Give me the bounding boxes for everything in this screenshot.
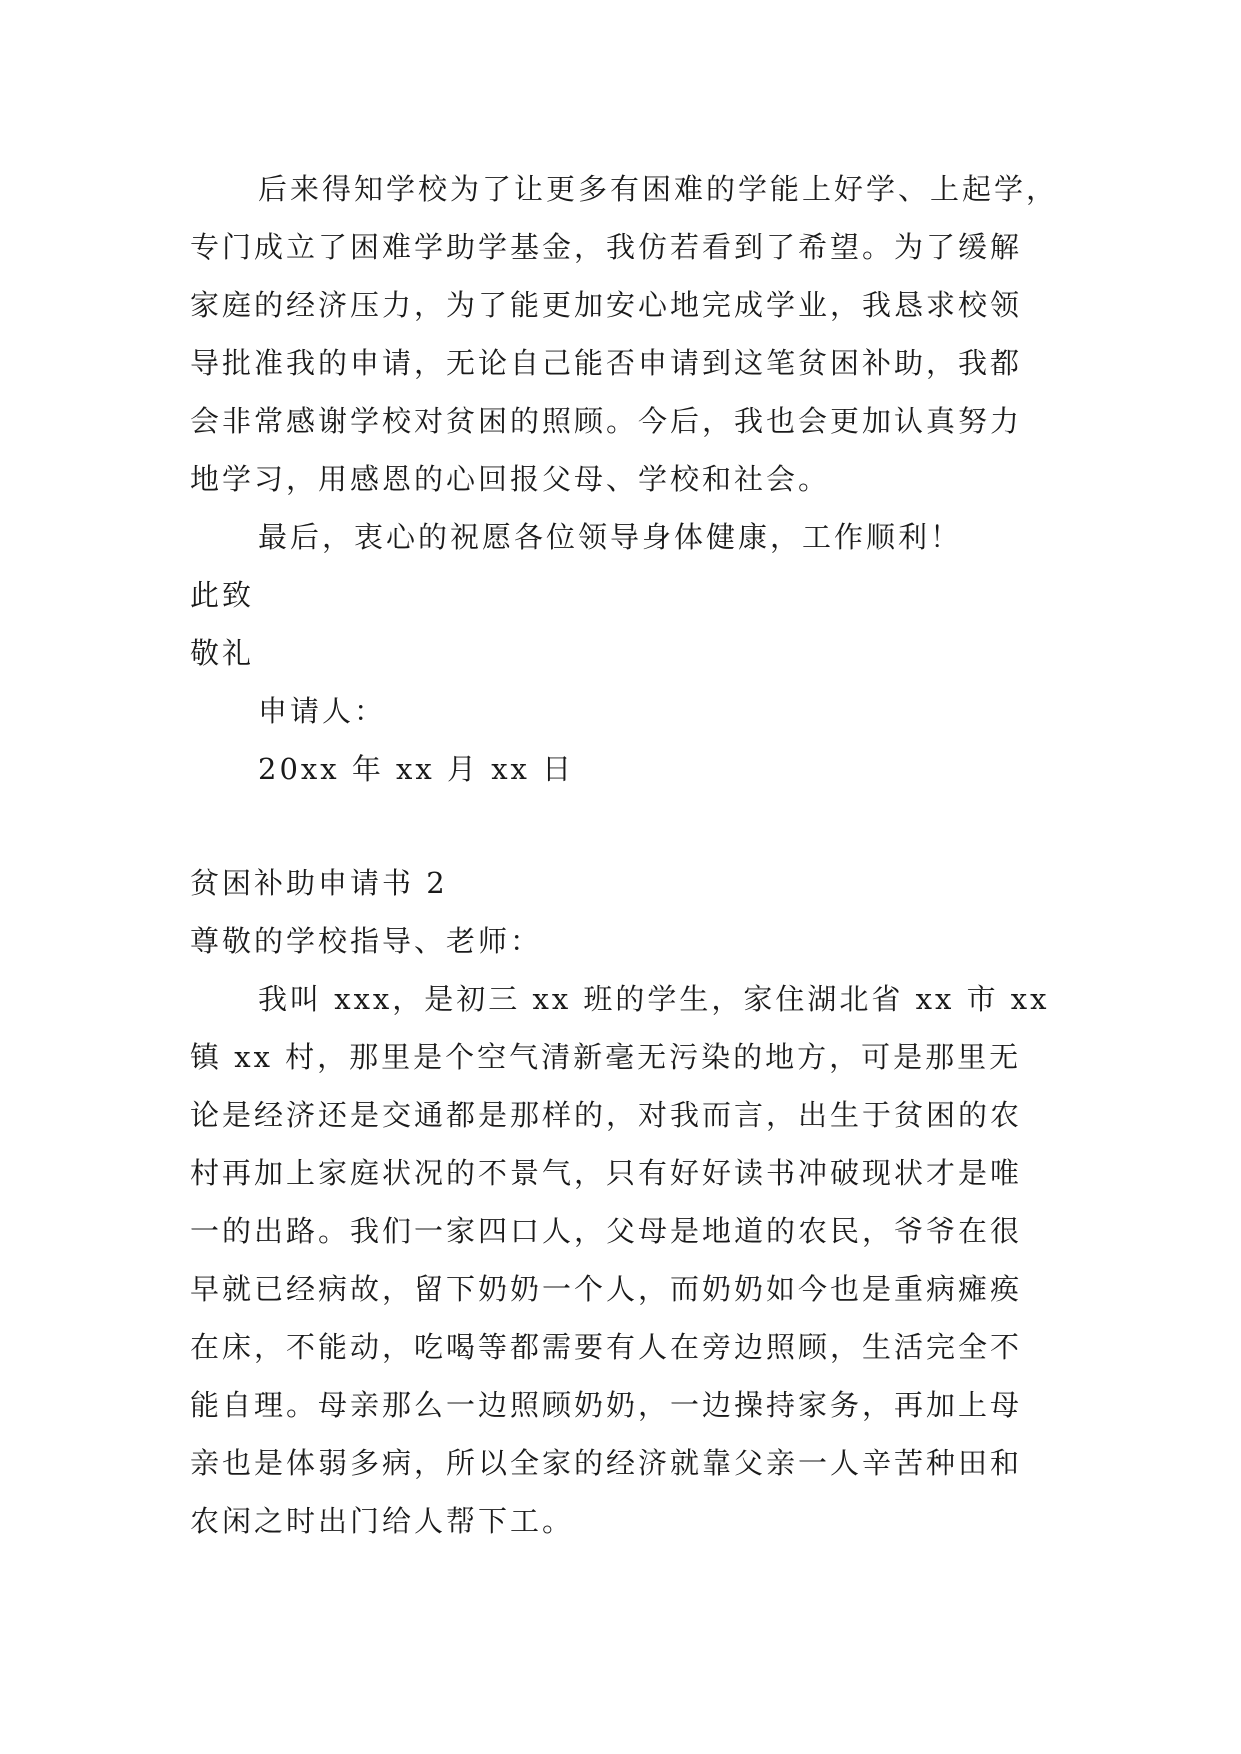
text-line: 村再加上家庭状况的不景气，只有好好读书冲破现状才是唯: [190, 1156, 1023, 1190]
greeting: 尊敬的学校指导、老师：: [190, 924, 543, 958]
text-line: 能自理。母亲那么一边照顾奶奶，一边操持家务，再加上母: [190, 1388, 1023, 1422]
text-line: 论是经济还是交通都是那样的，对我而言，出生于贫困的农: [190, 1098, 1023, 1132]
text-line: 后来得知学校为了让更多有困难的学能上好学、上起学，: [258, 172, 1059, 206]
closing-wish: 最后，衷心的祝愿各位领导身体健康，工作顺利！: [258, 520, 963, 554]
text-line: 在床，不能动，吃喝等都需要有人在旁边照顾，生活完全不: [190, 1330, 1023, 1364]
text-line: 会非常感谢学校对贫困的照顾。今后，我也会更加认真努力: [190, 404, 1023, 438]
text-line: 家庭的经济压力，为了能更加安心地完成学业，我恳求校领: [190, 288, 1023, 322]
text-line: 一的出路。我们一家四口人，父母是地道的农民，爷爷在很: [190, 1214, 1023, 1248]
text-line: 地学习，用感恩的心回报父母、学校和社会。: [190, 462, 831, 496]
date-line: 20xx 年 xx 月 xx 日: [258, 752, 575, 786]
text-line: 亲也是体弱多病，所以全家的经济就靠父亲一人辛苦种田和: [190, 1446, 1023, 1480]
text-line: 导批准我的申请，无论自己能否申请到这笔贫困补助，我都: [190, 346, 1023, 380]
section-title: 贫困补助申请书 2: [190, 866, 448, 900]
text-line: 镇 xx 村，那里是个空气清新毫无污染的地方，可是那里无: [190, 1040, 1022, 1074]
section-gap: [190, 798, 1070, 854]
applicant-label: 申请人：: [258, 694, 387, 728]
document-body: [190, 160, 1070, 1550]
text-line: 专门成立了困难学助学基金，我仿若看到了希望。为了缓解: [190, 230, 1023, 264]
text-line: 早就已经病故，留下奶奶一个人，而奶奶如今也是重病瘫痪: [190, 1272, 1023, 1306]
paragraph: [190, 970, 1070, 1550]
salutation-line-2: 敬礼: [190, 636, 255, 670]
paragraph: [190, 160, 1070, 508]
text-line: 我叫 xxx，是初三 xx 班的学生，家住湖北省 xx 市 xx: [258, 982, 1050, 1016]
salutation-line-1: 此致: [190, 578, 255, 612]
text-line: 农闲之时出门给人帮下工。: [190, 1504, 575, 1538]
